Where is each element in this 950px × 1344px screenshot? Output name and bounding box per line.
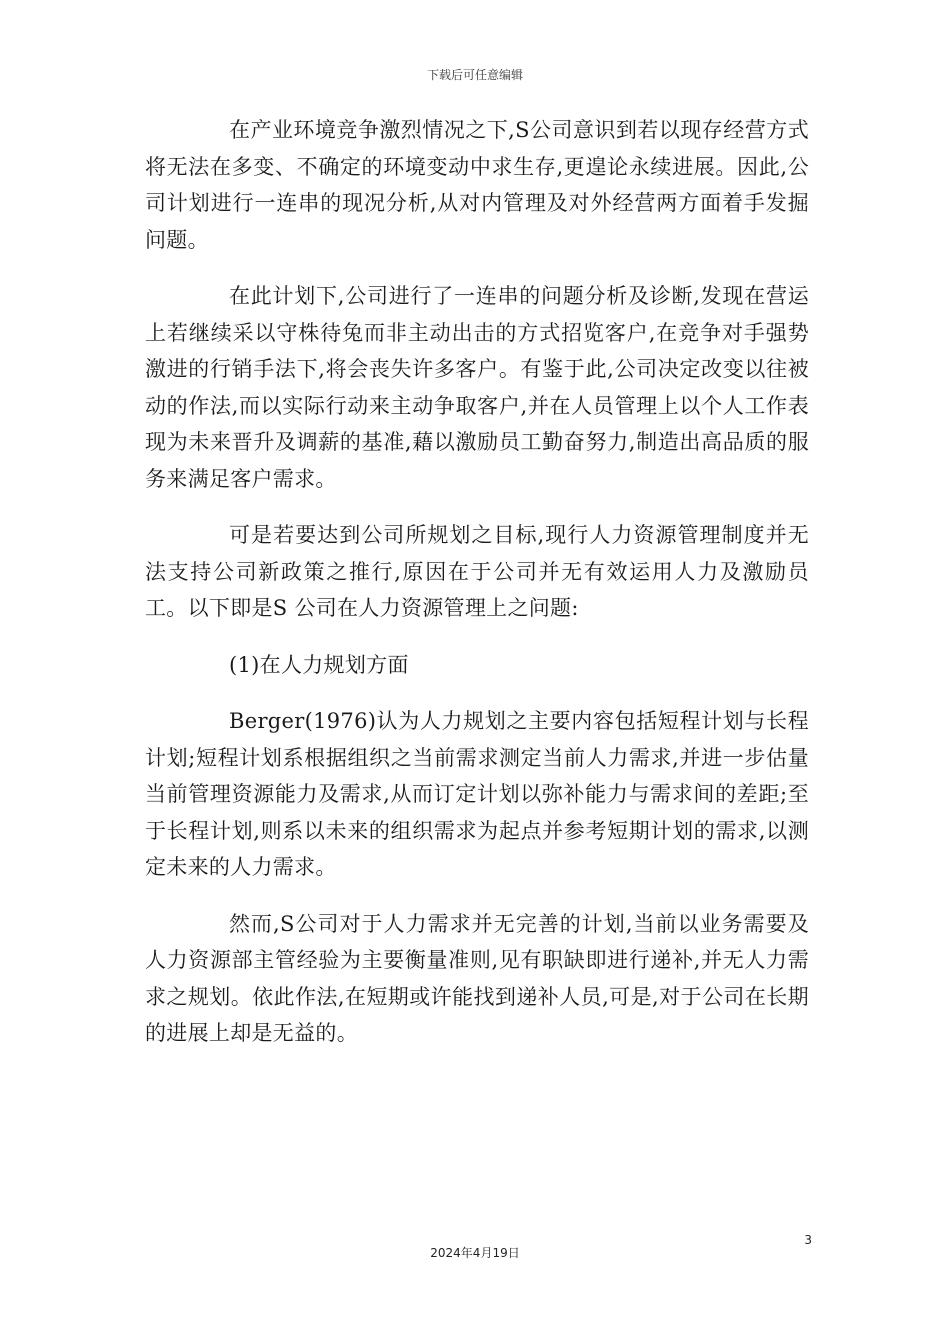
paragraph-berger: Berger(1976)认为人力规划之主要内容包括短程计划与长程计划;短程计划系根据组织之当前需求测定当前人力需求,并进一步估量当前管理资源能力及需求,从而订定计划以弥补能力与需求间的差距;至于长程计划,则系以未来的组织需求为起点并参考短期计划的需求,以测定未来的人力需求。 (145, 709, 809, 879)
paragraph-hr-problems: 可是若要达到公司所规划之目标,现行人力资源管理制度并无法支持公司新政策之推行,原因在于公司并无有效运用人力及激励员工。以下即是S 公司在人力资源管理上之问题: (145, 523, 809, 620)
paragraph-competition: 在产业环境竞争激烈情况之下,S公司意识到若以现存经营方式将无法在多变、不确定的环境变动中求生存,更遑论永续进展。因此,公司计划进行一连串的现况分析,从对内管理及对外经营两方面着手发掘问题。 (145, 118, 809, 252)
paragraph-analysis: 在此计划下,公司进行了一连串的问题分析及诊断,发现在营运上若继续采以守株待兔而非主动出击的方式招览客户,在竞争对手强势激进的行销手法下,将会丧失许多客户。有鉴于此,公司决定改变以往被动的作法,而以实际行动来主动争取客户,并在人员管理上以个人工作表现为未来晋升及调薪的基准,藉以激励员工勤奋努力,制造出高品质的服务来满足客户需求。 (145, 284, 809, 491)
paragraph-s-company-plan: 然而,S公司对于人力需求并无完善的计划,当前以业务需要及人力资源部主管经验为主要衡量准则,见有职缺即进行递补,并无人力需求之规划。依此作法,在短期或许能找到递补人员,可是,对于公司在长期的进展上却是无益的。 (145, 911, 809, 1045)
footer-date: 2024年4月19日 (430, 1246, 520, 1260)
page-header: 下载后可任意编辑 (426, 68, 523, 82)
document-body (145, 112, 809, 1072)
page-number: 3 (804, 1233, 812, 1247)
section-heading-manpower-planning: (1)在人力规划方面 (229, 652, 409, 677)
